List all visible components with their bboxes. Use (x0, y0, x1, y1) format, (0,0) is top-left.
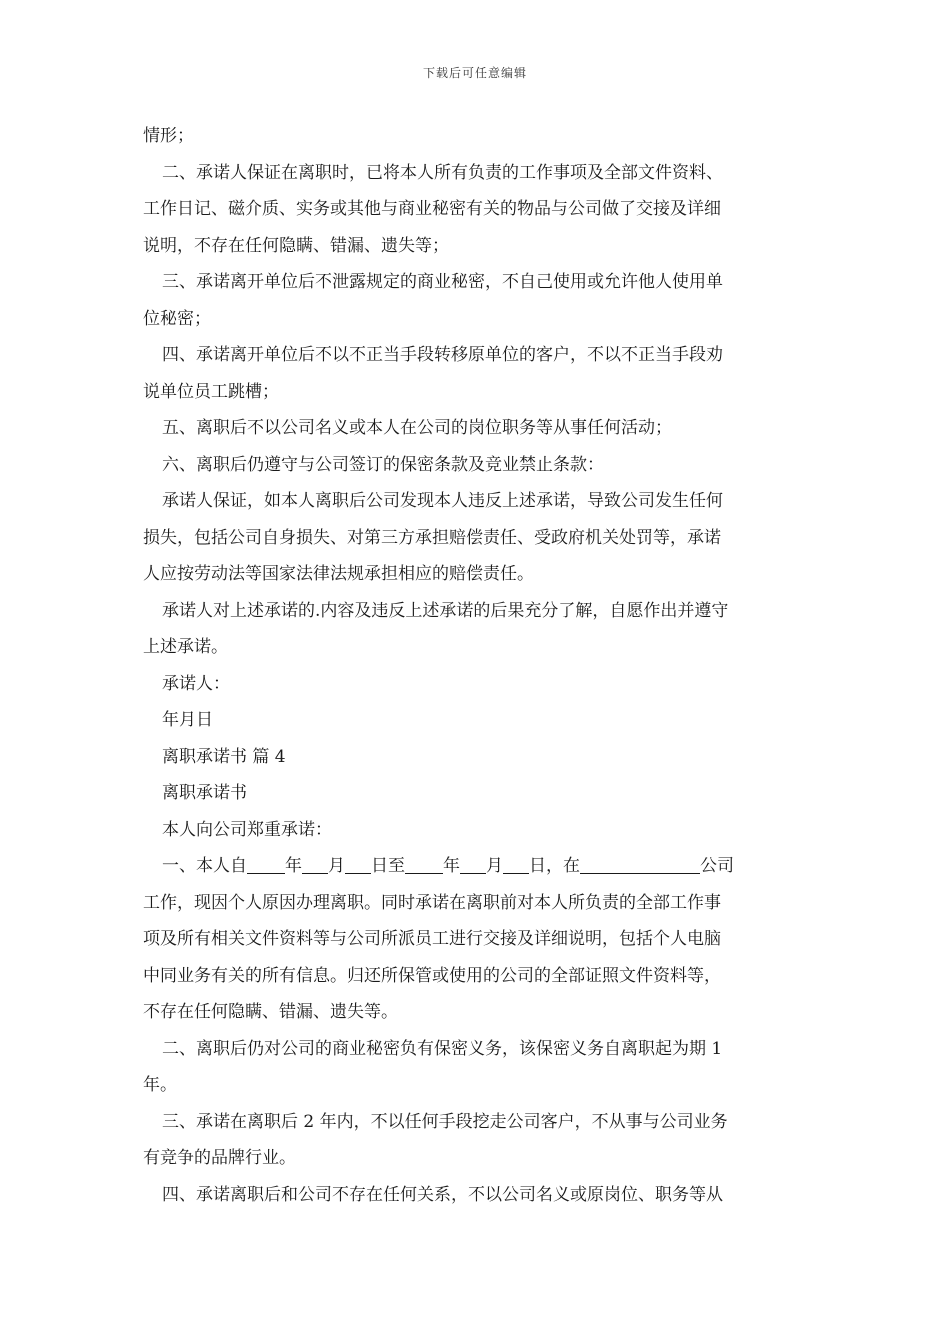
text-line: 有竞争的品牌行业。 (143, 1148, 296, 1168)
text-segment: 公司 (700, 856, 734, 876)
page-header: 下载后可任意编辑 (422, 66, 527, 80)
text-segment: 月 (486, 856, 503, 876)
blank-month-start[interactable] (302, 855, 328, 874)
text-line: 位秘密； (143, 308, 211, 329)
text-line: 项及所有相关文件资料等与公司所派员工进行交接及详细说明，包括个人电脑 (143, 929, 721, 949)
text-line: 承诺人对上述承诺的.内容及违反上述承诺的后果充分了解，自愿作出并遵守 (162, 600, 729, 621)
fill-in-line (143, 848, 811, 885)
text-line: 承诺人保证，如本人离职后公司发现本人违反上述承诺，导致公司发生任何 (162, 491, 723, 511)
text-line: 四、承诺离职后和公司不存在任何关系，不以公司名义或原岗位、职务等从 (162, 1184, 723, 1205)
text-segment: 日，在 (529, 856, 580, 876)
blank-company[interactable] (580, 855, 700, 874)
text-line: 本人向公司郑重承诺： (162, 819, 332, 840)
text-line: 损失，包括公司自身损失、对第三方承担赔偿责任、受政府机关处罚等，承诺 (143, 527, 721, 548)
signatory-label: 承诺人： (162, 673, 230, 694)
text-segment: 一、本人自 (162, 856, 247, 876)
text-line: 人应按劳动法等国家法律法规承担相应的赔偿责任。 (143, 564, 534, 584)
text-line: 工作，现因个人原因办理离职。同时承诺在离职前对本人所负责的全部工作事 (143, 892, 721, 913)
text-line: 上述承诺。 (143, 637, 228, 657)
text-line: 年。 (143, 1075, 177, 1095)
text-segment: 日至 (371, 856, 405, 876)
text-line: 说明，不存在任何隐瞒、错漏、遗失等； (143, 235, 449, 256)
text-line: 情形； (143, 126, 194, 146)
document-title: 离职承诺书 (162, 783, 247, 803)
text-segment: 年 (443, 856, 460, 876)
text-line: 三、承诺在离职后 2 年内，不以任何手段挖走公司客户，不从事与公司业务 (162, 1111, 728, 1132)
blank-day-start[interactable] (345, 855, 371, 874)
text-segment: 年 (285, 856, 302, 876)
blank-year-start[interactable] (247, 855, 285, 874)
text-line: 工作日记、磁介质、实务或其他与商业秘密有关的物品与公司做了交接及详细 (143, 199, 721, 219)
text-segment: 月 (328, 856, 345, 876)
blank-year-end[interactable] (405, 855, 443, 874)
text-line: 四、承诺离开单位后不以不正当手段转移原单位的客户，不以不正当手段劝 (162, 345, 723, 365)
document-body (143, 118, 811, 1213)
text-line: 六、离职后仍遵守与公司签订的保密条款及竞业禁止条款： (162, 454, 604, 475)
text-line: 三、承诺离开单位后不泄露规定的商业秘密，不自己使用或允许他人使用单 (162, 272, 723, 292)
blank-month-end[interactable] (460, 855, 486, 874)
text-line: 五、离职后不以公司名义或本人在公司的岗位职务等从事任何活动； (162, 418, 672, 438)
text-line: 说单位员工跳槽； (143, 381, 279, 402)
text-line: 中同业务有关的所有信息。归还所保管或使用的公司的全部证照文件资料等， (143, 965, 721, 986)
text-line: 二、承诺人保证在离职时，已将本人所有负责的工作事项及全部文件资料、 (162, 162, 723, 183)
section-heading: 离职承诺书 篇 4 (162, 746, 286, 767)
text-line: 不存在任何隐瞒、错漏、遗失等。 (143, 1002, 398, 1022)
blank-day-end[interactable] (503, 855, 529, 874)
date-label: 年月日 (162, 710, 213, 730)
text-line: 二、离职后仍对公司的商业秘密负有保密义务，该保密义务自离职起为期 1 (162, 1038, 723, 1059)
